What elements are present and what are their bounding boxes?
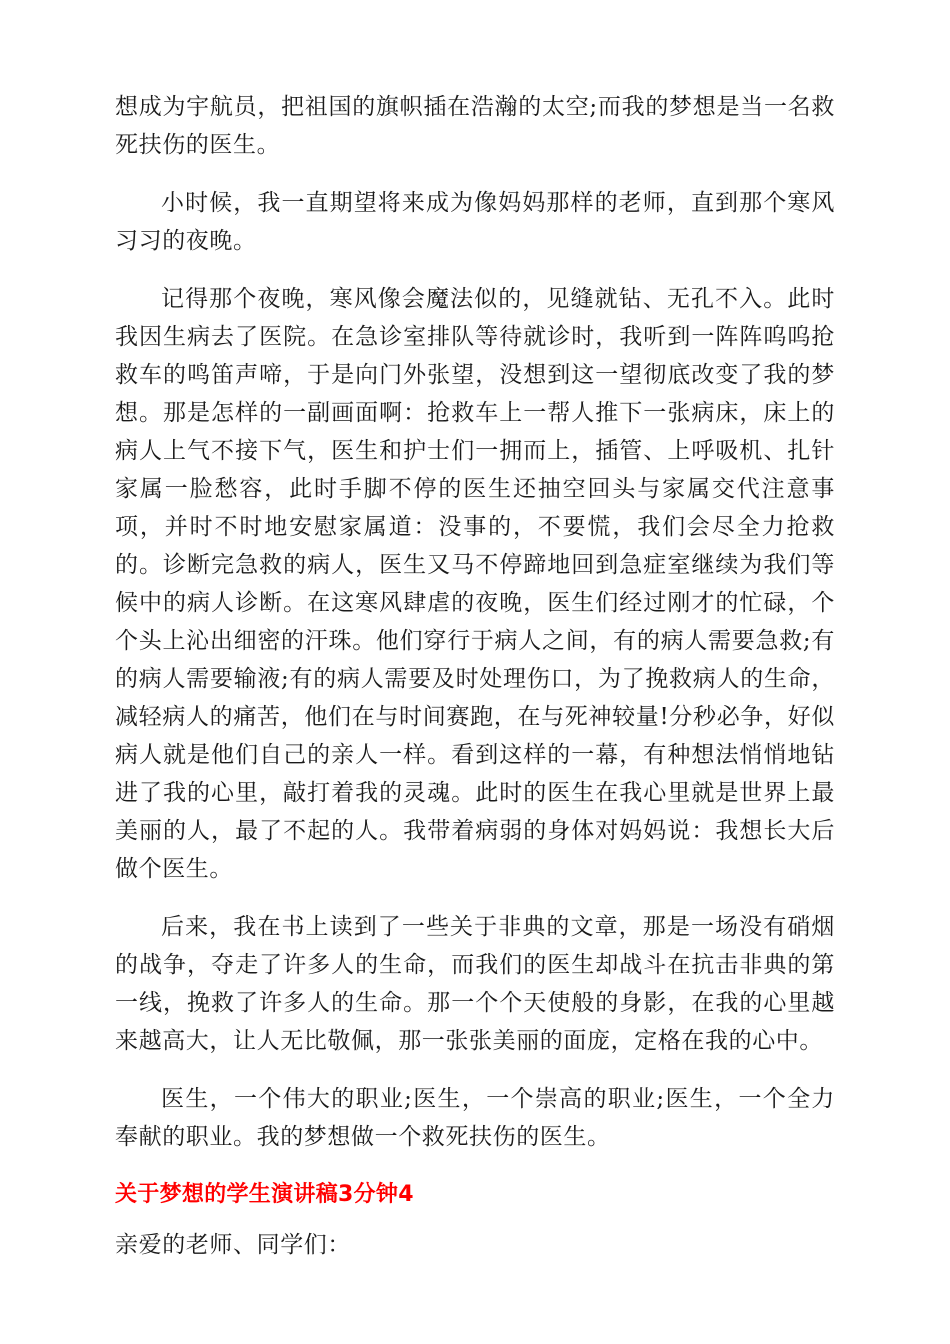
section-heading: 关于梦想的学生演讲稿3分钟4	[115, 1182, 414, 1207]
paragraph-sars: 后来，我在书上读到了一些关于非典的文章，那是一场没有硝烟的战争，夺走了许多人的生命，而我们的医生却战斗在抗击非典的第一线，挽救了许多人的生命。那一个个天使般的身影，在我的心里越来越高大，让人无比敬佩，那一张张美丽的面庞，定格在我的心中。	[115, 914, 835, 1054]
paragraph-continuation: 想成为宇航员，把祖国的旗帜插在浩瀚的太空;而我的梦想是当一名救死扶伤的医生。	[115, 94, 835, 158]
document-body	[115, 88, 835, 1264]
paragraph-night-hospital: 记得那个夜晚，寒风像会魔法似的，见缝就钻、无孔不入。此时我因生病去了医院。在急诊室排队等待就诊时，我听到一阵阵呜呜抢救车的鸣笛声啼，于是向门外张望，没想到这一望彻底改变了我的梦想。那是怎样的一副画面啊：抢救车上一帮人推下一张病床，床上的病人上气不接下气，医生和护士们一拥而上，插管、上呼吸机、扎针家属一脸愁容，此时手脚不停的医生还抽空回头与家属交代注意事项，并时不时地安慰家属道：没事的，不要慌，我们会尽全力抢救的。诊断完急救的病人，医生又马不停蹄地回到急症室继续为我们等候中的病人诊断。在这寒风肆虐的夜晚，医生们经过刚才的忙碌，个个头上沁出细密的汗珠。他们穿行于病人之间，有的病人需要急救;有的病人需要输液;有的病人需要及时处理伤口，为了挽救病人的生命，减轻病人的痛苦，他们在与时间赛跑，在与死神较量!分秒必争，好似病人就是他们自己的亲人一样。看到这样的一幕，有种想法悄悄地钻进了我的心里，敲打着我的灵魂。此时的医生在我心里就是世界上最美丽的人，最了不起的人。我带着病弱的身体对妈妈说：我想长大后做个医生。	[115, 286, 835, 882]
greeting-line: 亲爱的老师、同学们：	[115, 1232, 351, 1258]
paragraph-childhood: 小时候，我一直期望将来成为像妈妈那样的老师，直到那个寒风习习的夜晚。	[115, 190, 835, 254]
paragraph-doctor-dream: 医生，一个伟大的职业;医生，一个崇高的职业;医生，一个全力奉献的职业。我的梦想做一个救死扶伤的医生。	[115, 1086, 835, 1150]
